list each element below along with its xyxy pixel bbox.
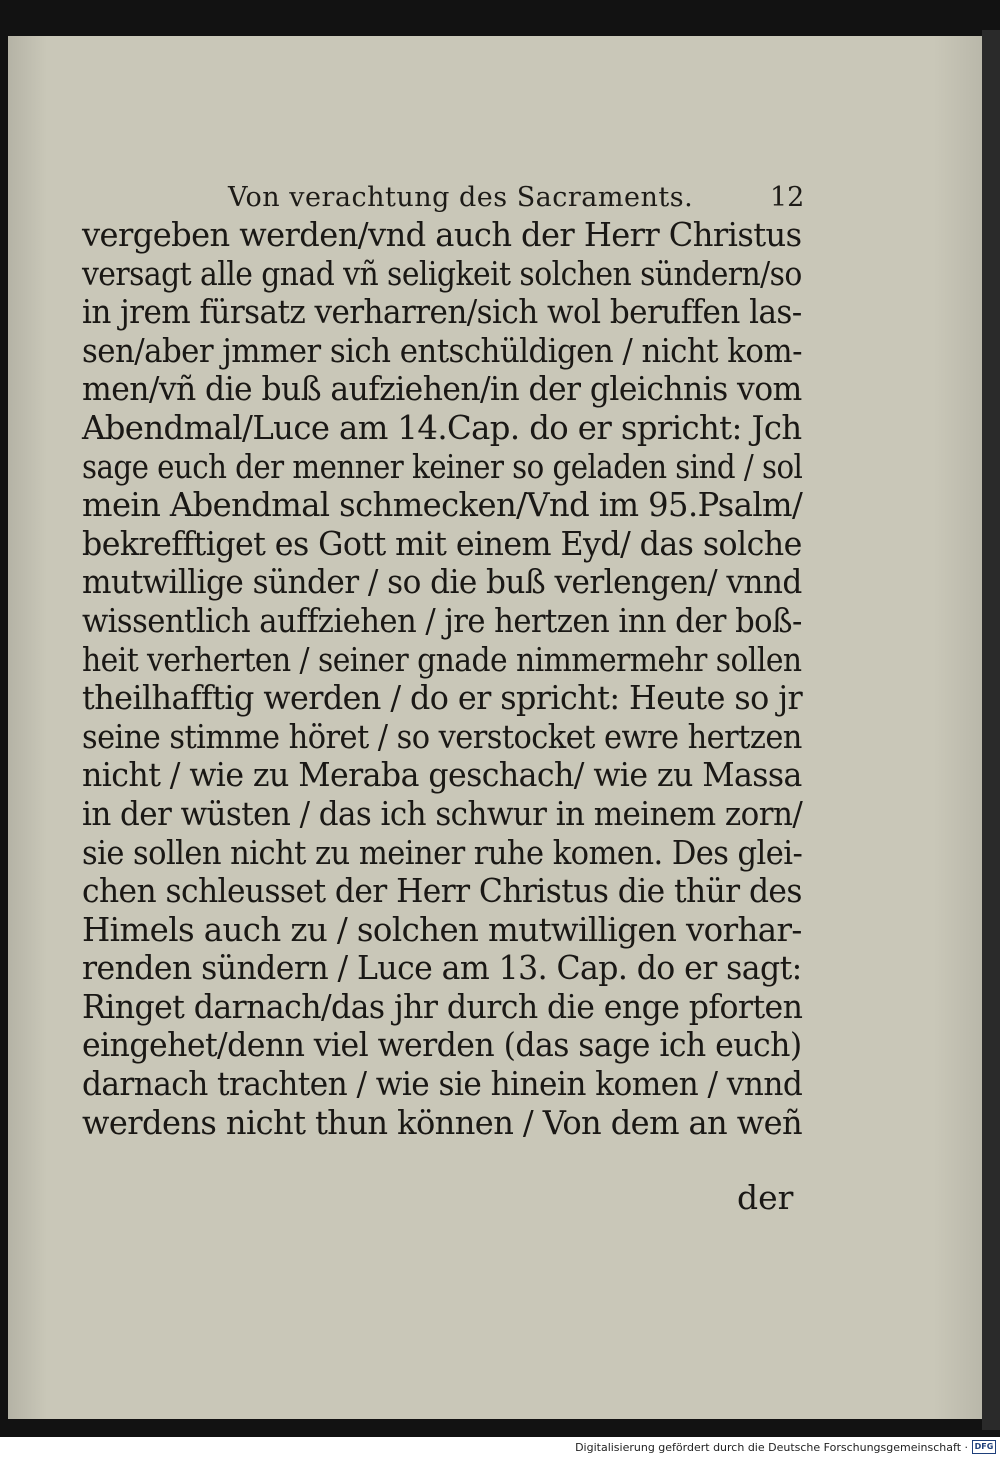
text-line: eingehet/denn viel werden (das sage ich euch) — [82, 1025, 802, 1065]
catchword: der — [737, 1178, 794, 1217]
dfg-logo-icon: DFG — [972, 1440, 996, 1454]
text-line: darnach trachten / wie sie hinein komen / vnnd — [82, 1064, 803, 1104]
text-block — [82, 216, 802, 1142]
text-line: sie sollen nicht zu meiner ruhe komen. Des glei- — [82, 832, 803, 872]
text-line: wissentlich auffziehen / jre hertzen inn der boß- — [82, 600, 802, 640]
text-line: mutwillige sünder / so die buß verlengen/ vnnd — [82, 562, 802, 602]
page-number: 12 — [770, 182, 805, 213]
text-line: chen schleusset der Herr Christus die thür des — [82, 871, 802, 911]
text-line: sage euch der menner keiner so geladen sind / sol — [82, 446, 803, 486]
text-line: nicht / wie zu Meraba geschach/ wie zu Massa — [82, 755, 802, 795]
text-line: Ringet darnach/das jhr durch die enge pforten — [82, 986, 803, 1026]
text-line: Himels auch zu / solchen mutwilligen vorhar- — [82, 909, 802, 949]
text-line: in der wüsten / das ich schwur in meinem zorn/ — [82, 793, 803, 833]
text-line: werdens nicht thun können / Von dem an weñ — [82, 1102, 803, 1142]
text-line: versagt alle gnad vñ seligkeit solchen sündern/so — [82, 253, 802, 293]
text-line: seine stimme höret / so verstocket ewre hertzen — [82, 716, 802, 756]
funding-credit: Digitalisierung gefördert durch die Deutsche Forschungsgemeinschaft · — [575, 1441, 968, 1454]
book-edge — [982, 30, 1000, 1430]
running-header: Von verachtung des Sacraments. — [228, 182, 694, 213]
text-line: mein Abendmal schmecken/Vnd im 95.Psalm/ — [82, 485, 803, 525]
text-line: Abendmal/Luce am 14.Cap. do er spricht: Jch — [82, 407, 802, 447]
text-line: theilhafftig werden / do er spricht: Heute so jr — [82, 678, 803, 718]
footer — [0, 1437, 1000, 1459]
text-line: sen/aber jmmer sich entschüldigen / nicht kom- — [82, 330, 802, 370]
text-line: heit verherten / seiner gnade nimmermehr sollen — [82, 639, 802, 679]
text-line: in jrem fürsatz verharren/sich wol beruffen las- — [82, 292, 802, 332]
text-line: vergeben werden/vnd auch der Herr Christus — [82, 215, 802, 254]
text-line: renden sündern / Luce am 13. Cap. do er sagt: — [82, 948, 802, 988]
text-line: men/vñ die buß aufziehen/in der gleichnis vom — [82, 369, 802, 409]
text-line: bekrefftiget es Gott mit einem Eyd/ das solche — [82, 523, 802, 563]
